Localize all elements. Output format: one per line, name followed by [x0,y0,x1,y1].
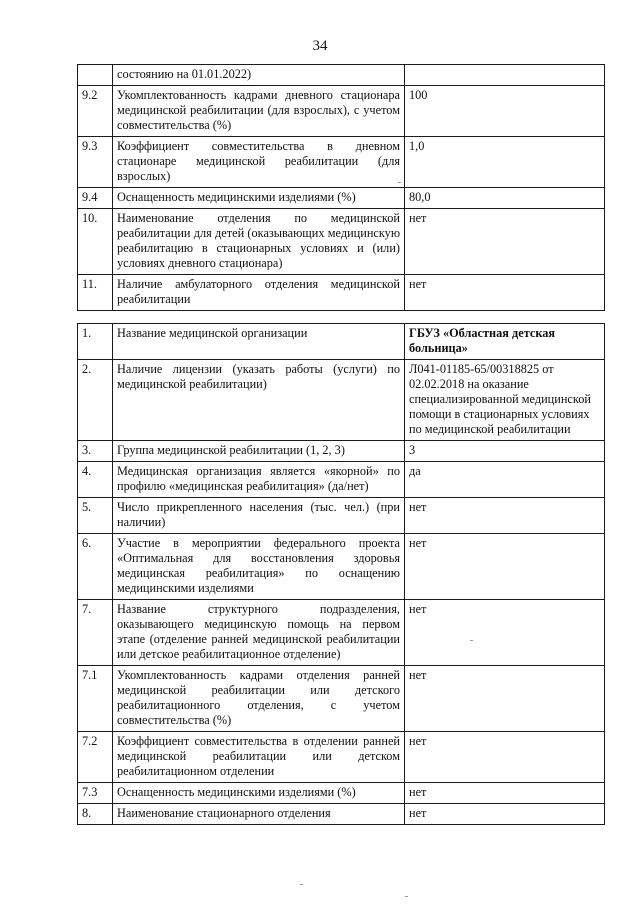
row-value: нет [405,783,605,804]
row-value: ГБУЗ «Областная детская больница» [405,324,605,360]
table-row [78,804,605,825]
row-value: нет [405,666,605,732]
row-value: нет [405,209,605,275]
row-value: нет [405,804,605,825]
row-description: Оснащенность медицинскими изделиями (%) [113,783,405,804]
row-description: Медицинская организация является «якорной» по профилю «медицинская реабилитация» (да/нет) [113,462,405,498]
row-description: Название структурного подразделения, оказывающего медицинскую помощь на первом этапе (отделение ранней медицинской реабилитации или детское реабилитационное отделение) [113,600,405,666]
row-number: 10. [78,209,113,275]
table-row [78,783,605,804]
row-number: 7.1 [78,666,113,732]
row-value: Л041-01185-65/00318825 от 02.02.2018 на оказание специализированной медицинской помощи в стационарных условиях по медицинской реабилитации [405,360,605,441]
row-number: 7.2 [78,732,113,783]
table-bottom-body [78,324,605,825]
table-row [78,600,605,666]
row-description: Наличие амбулаторного отделения медицинской реабилитации [113,275,405,311]
row-number: 11. [78,275,113,311]
table-row [78,65,605,86]
row-number: 9.2 [78,86,113,137]
row-description: Наименование отделения по медицинской реабилитации для детей (оказывающих медицинскую реабилитацию в стационарных условиях и (или) условиях дневного стационара) [113,209,405,275]
table-top [77,64,605,311]
row-number: 4. [78,462,113,498]
row-value: нет [405,732,605,783]
row-description: Группа медицинской реабилитации (1, 2, 3) [113,441,405,462]
row-value: 80,0 [405,188,605,209]
row-description: Укомплектованность кадрами дневного стационара медицинской реабилитации (для взрослых), с учетом совместительства (%) [113,86,405,137]
row-value: нет [405,275,605,311]
row-description: Наличие лицензии (указать работы (услуги) по медицинской реабилитации) [113,360,405,441]
row-description: Укомплектованность кадрами отделения ранней медицинской реабилитации или детского реабилитационного отделения, с учетом совместительства (%) [113,666,405,732]
row-number: 1. [78,324,113,360]
table-top-body [78,65,605,311]
table-row [78,137,605,188]
row-description: Участие в мероприятии федерального проекта «Оптимальная для восстановления здоровья медицинская реабилитация» по оснащению медицинскими изделиями [113,534,405,600]
row-description: Наименование стационарного отделения [113,804,405,825]
row-value: 100 [405,86,605,137]
row-value [405,65,605,86]
row-number: 9.4 [78,188,113,209]
table-row [78,209,605,275]
row-description: Коэффициент совместительства в дневном стационаре медицинской реабилитации (для взрослых) [113,137,405,188]
row-number [78,65,113,86]
row-value: нет [405,534,605,600]
row-description: состоянию на 01.01.2022) [113,65,405,86]
row-value: нет [405,600,605,666]
row-number: 8. [78,804,113,825]
row-number: 7.3 [78,783,113,804]
row-number: 3. [78,441,113,462]
table-row [78,441,605,462]
scan-speck [398,182,401,183]
row-value: 1,0 [405,137,605,188]
row-description: Число прикрепленного населения (тыс. чел.) (при наличии) [113,498,405,534]
row-number: 9.3 [78,137,113,188]
row-number: 5. [78,498,113,534]
table-row [78,275,605,311]
row-value: нет [405,498,605,534]
table-bottom [77,323,605,825]
page-number: 34 [312,38,328,54]
row-number: 2. [78,360,113,441]
table-row [78,732,605,783]
row-description: Коэффициент совместительства в отделении ранней медицинской реабилитации или детском реабилитационном отделении [113,732,405,783]
scan-speck [300,884,303,885]
table-row [78,534,605,600]
row-value: 3 [405,441,605,462]
row-description: Оснащенность медицинскими изделиями (%) [113,188,405,209]
scan-speck [470,640,473,641]
table-row [78,86,605,137]
table-row [78,324,605,360]
row-number: 7. [78,600,113,666]
scan-speck [405,896,408,897]
row-value: да [405,462,605,498]
table-row [78,188,605,209]
table-row [78,666,605,732]
table-row [78,360,605,441]
table-row [78,498,605,534]
table-row [78,462,605,498]
row-description: Название медицинской организации [113,324,405,360]
row-number: 6. [78,534,113,600]
